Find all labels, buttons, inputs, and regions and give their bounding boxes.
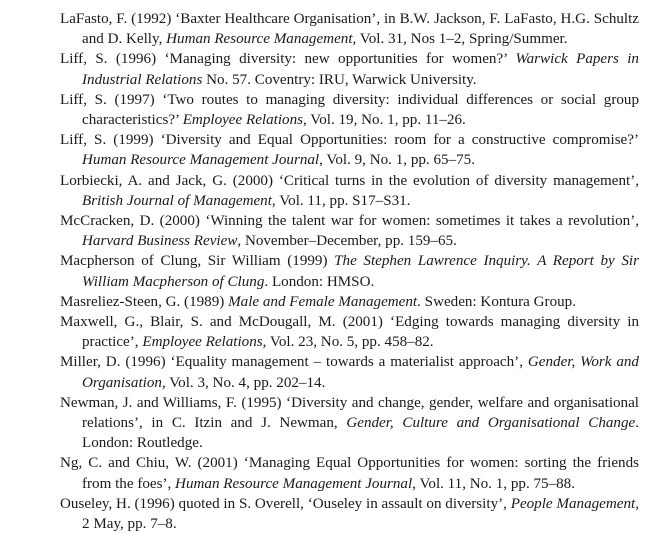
reference-title-italic: Warwick Papers in Industrial Relations <box>82 51 639 88</box>
reference-text: Ng, C. and Chiu, W. (2001) ‘Managing Equal Opportunities for women: sorting the friends from the foes’, <box>60 455 639 492</box>
reference-entry <box>60 9 639 49</box>
reference-title-italic: Employee Relations <box>182 112 303 129</box>
reference-text: Liff, S. (1999) ‘Diversity and Equal Opportunities: room for a constructive compromise?’ <box>60 132 639 149</box>
reference-entry <box>60 211 639 251</box>
reference-text: Newman, J. and Williams, F. (1995) ‘Diversity and change, gender, welfare and organisational relations’, in C. Itzin and J. Newman, <box>60 394 639 432</box>
reference-text: , 2 May, pp. 7–8. <box>82 495 639 533</box>
reference-entry <box>60 171 639 211</box>
reference-entry <box>60 251 639 291</box>
reference-title-italic: Harvard Business Review <box>82 233 238 250</box>
reference-entry <box>60 312 639 352</box>
reference-title-italic: Employee Relations <box>142 334 263 351</box>
reference-title-italic: Human Resource Management <box>166 31 353 48</box>
reference-text: No. 57. Coventry: IRU, Warwick University. <box>202 71 477 88</box>
reference-entry <box>60 130 639 170</box>
reference-title-italic: Human Resource Management Journal <box>175 475 413 492</box>
reference-text: , Vol. 9, No. 1, pp. 65–75. <box>319 152 475 169</box>
reference-title-italic: British Journal of Management <box>82 192 272 209</box>
reference-text: , Vol. 11, No. 1, pp. 75–88. <box>412 475 576 492</box>
reference-text: Lorbiecki, A. and Jack, G. (2000) ‘Critical turns in the evolution of diversity management’, <box>60 172 639 189</box>
reference-text: , Vol. 11, pp. S17–S31. <box>271 192 411 209</box>
reference-title-italic: Gender, Culture and Organisational Change <box>346 415 636 432</box>
reference-title-italic: People Management <box>510 495 636 512</box>
reference-entry <box>60 453 639 493</box>
reference-entry <box>60 393 639 454</box>
reference-title-italic: The Stephen Lawrence Inquiry. A Report by Sir William Macpherson of Clung <box>82 253 639 290</box>
reference-text: , Vol. 19, No. 1, pp. 11–26. <box>303 112 466 129</box>
reference-entry <box>60 352 639 392</box>
reference-text: McCracken, D. (2000) ‘Winning the talent war for women: sometimes it takes a revolution’, <box>60 213 639 230</box>
reference-list <box>60 9 639 534</box>
reference-text: , Vol. 31, Nos 1–2, Spring/Summer. <box>352 31 568 48</box>
reference-entry <box>60 494 639 534</box>
reference-text: Ouseley, H. (1996) quoted in S. Overell, ‘Ouseley in assault on diversity’, <box>60 495 511 512</box>
reference-title-italic: Human Resource Management Journal <box>82 152 320 169</box>
reference-text: Masreliez-Steen, G. (1989) <box>60 293 229 310</box>
reference-text: LaFasto, F. (1992) ‘Baxter Healthcare Organisation’, in B.W. Jackson, F. LaFasto, H.G. Schultz and D. Kelly, <box>60 11 639 48</box>
reference-text: Macpherson of Clung, Sir William (1999) <box>60 253 335 270</box>
reference-entry <box>60 292 639 312</box>
reference-text: . London: HMSO. <box>264 273 375 290</box>
reference-text: . Sweden: Kontura Group. <box>417 293 576 310</box>
reference-entry <box>60 49 639 89</box>
reference-title-italic: Male and Female Management <box>228 293 418 310</box>
reference-title-italic: Gender, Work and Organisation <box>82 354 639 391</box>
reference-text: Miller, D. (1996) ‘Equality management – towards a materialist approach’, <box>60 354 528 371</box>
reference-entry <box>60 90 639 130</box>
reference-text: , November–December, pp. 159–65. <box>237 233 457 250</box>
reference-text: . London: Routledge. <box>82 415 639 452</box>
reference-text: , Vol. 23, No. 5, pp. 458–82. <box>262 334 434 351</box>
reference-text: , Vol. 3, No. 4, pp. 202–14. <box>161 374 326 391</box>
reference-text: Liff, S. (1996) ‘Managing diversity: new opportunities for women?’ <box>60 51 516 68</box>
reference-text: Liff, S. (1997) ‘Two routes to managing diversity: individual differences or social group characteristics?’ <box>60 91 639 129</box>
reference-text: Maxwell, G., Blair, S. and McDougall, M. (2001) ‘Edging towards managing diversity in practice’, <box>60 314 639 351</box>
